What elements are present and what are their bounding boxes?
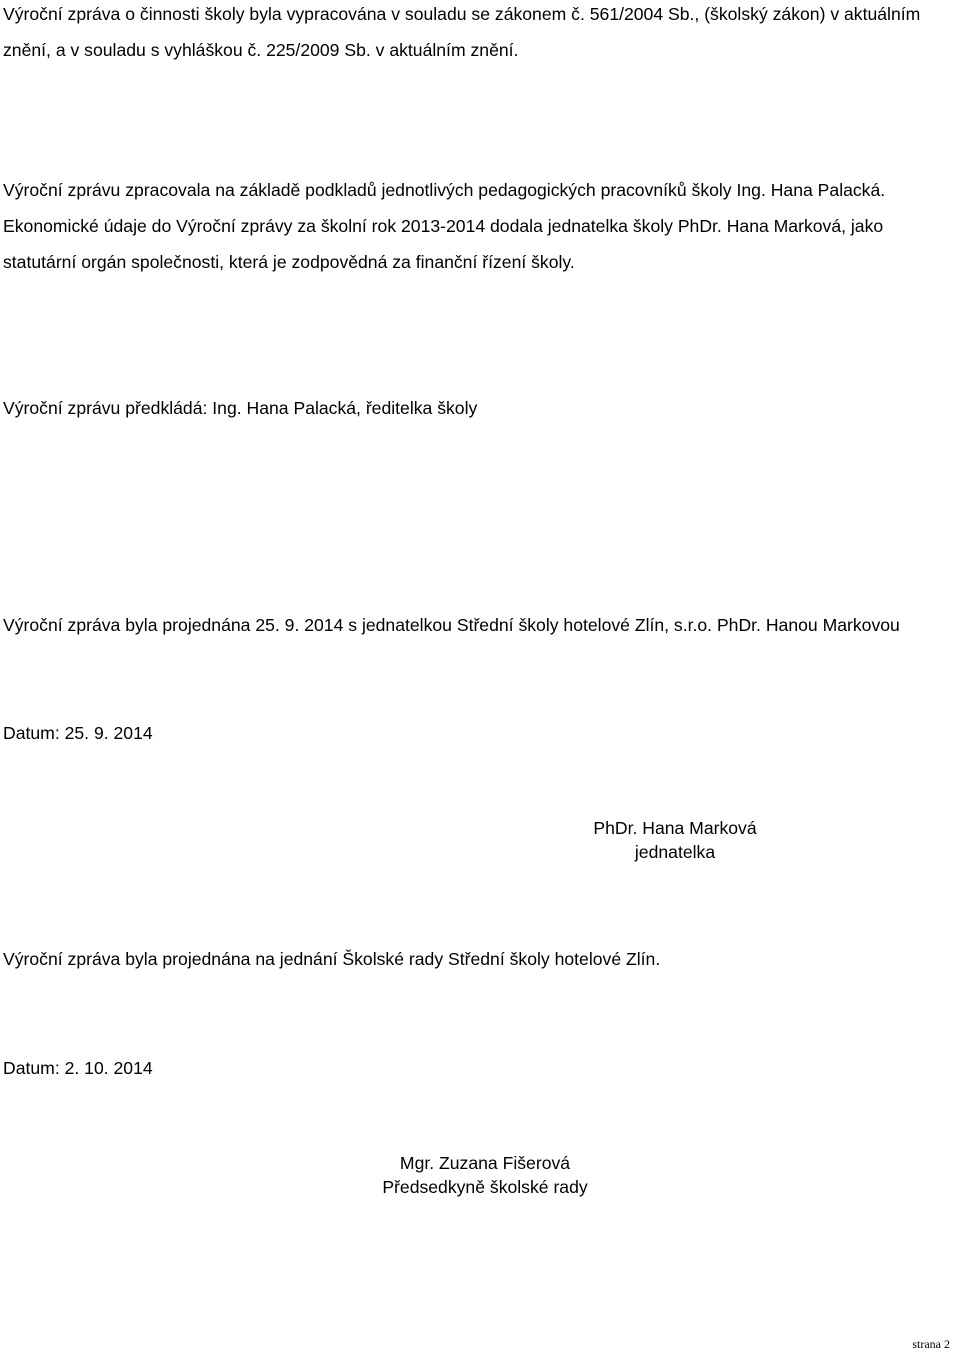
signature-name: Mgr. Zuzana Fišerová bbox=[399, 1153, 571, 1173]
signature-block-jednatelka bbox=[560, 816, 790, 864]
signature-role: jednatelka bbox=[634, 842, 716, 862]
paragraph-submitted-by: Výroční zprávu předkládá: Ing. Hana Palacká, ředitelka školy bbox=[3, 398, 478, 418]
paragraph-legal-basis: Výroční zpráva o činnosti školy byla vypracována v souladu se zákonem č. 561/2004 Sb., (školský zákon) v aktuálním znění, a v souladu s vyhláškou č. 225/2009 Sb. v aktuálním znění. bbox=[3, 4, 921, 60]
paragraph-discussed-with-director: Výroční zpráva byla projednána 25. 9. 2014 s jednatelkou Střední školy hotelové Zlín, s.r.o. PhDr. Hanou Markovou bbox=[3, 615, 900, 635]
date-first: Datum: 25. 9. 2014 bbox=[3, 723, 153, 743]
signature-role: Předsedkyně školské rady bbox=[382, 1177, 588, 1197]
paragraph-school-council: Výroční zpráva byla projednána na jednání Školské rady Střední školy hotelové Zlín. bbox=[3, 949, 661, 969]
signature-block-council-chair bbox=[335, 1151, 635, 1199]
paragraph-authors: Výroční zprávu zpracovala na základě podkladů jednotlivých pedagogických pracovníků školy Ing. Hana Palacká. Ekonomické údaje do Výroční zprávy za školní rok 2013-2014 dodala jednatelka školy PhDr. Hana Marková, jako statutární orgán společnosti, která je zodpovědná za finanční řízení školy. bbox=[3, 180, 886, 272]
signature-name: PhDr. Hana Marková bbox=[593, 818, 757, 838]
page-number: strana 2 bbox=[912, 1337, 950, 1351]
date-second: Datum: 2. 10. 2014 bbox=[3, 1058, 153, 1078]
